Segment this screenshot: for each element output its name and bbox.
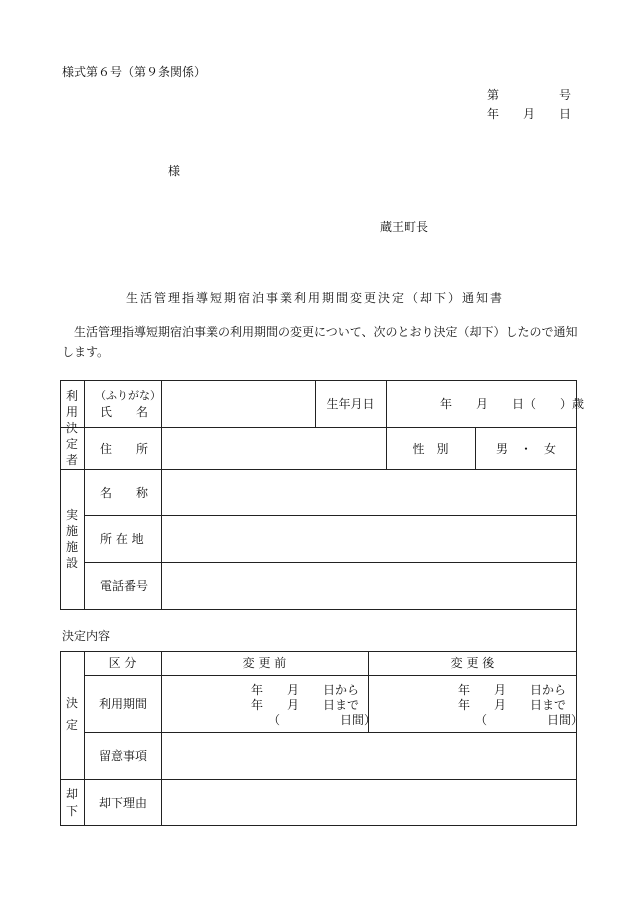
notes-field[interactable] bbox=[162, 733, 577, 779]
facility-phone-label: 電話番号 bbox=[100, 579, 149, 593]
column-divider bbox=[84, 380, 85, 610]
before-period-days[interactable]: （ 日間） bbox=[268, 713, 377, 727]
name-label: 氏 名 bbox=[100, 405, 149, 419]
date-year-label: 年 bbox=[487, 107, 500, 121]
before-change-header: 変 更 前 bbox=[242, 656, 287, 670]
address-label: 住 所 bbox=[100, 442, 149, 456]
facility-group-label: 実 施 施 設 bbox=[65, 508, 78, 570]
sex-options[interactable]: 男 ・ 女 bbox=[495, 442, 556, 456]
row-divider bbox=[84, 675, 577, 676]
rejection-reason-label: 却下理由 bbox=[99, 796, 148, 810]
date-day-label: 日 bbox=[559, 107, 572, 121]
name-field[interactable] bbox=[162, 381, 315, 427]
column-divider bbox=[84, 651, 85, 826]
category-header: 区 分 bbox=[108, 656, 137, 670]
after-period-from[interactable]: 年 月 日から bbox=[458, 683, 567, 697]
document-number-prefix: 第 bbox=[487, 88, 500, 102]
applicant-group-label: 利 用 決 定 者 bbox=[65, 389, 78, 467]
facility-location-label: 所 在 地 bbox=[100, 532, 144, 546]
body-text-line-2: します。 bbox=[62, 345, 110, 359]
dob-value: 年 月 日（ ）歳 bbox=[440, 397, 585, 411]
dob-label: 生年月日 bbox=[326, 397, 375, 411]
date-month-label: 月 bbox=[523, 107, 536, 121]
after-change-header: 変 更 後 bbox=[450, 656, 495, 670]
document-title: 生活管理指導短期宿泊事業利用期間変更決定（却下）通知書 bbox=[125, 291, 504, 305]
form-number: 様式第６号（第９条関係） bbox=[62, 65, 207, 79]
facility-name-field[interactable] bbox=[162, 470, 577, 515]
period-label: 利用期間 bbox=[99, 697, 148, 711]
facility-location-field[interactable] bbox=[162, 516, 577, 562]
facility-name-label: 名 称 bbox=[100, 486, 149, 500]
column-divider bbox=[386, 380, 387, 469]
furigana-label: （ふりがな） bbox=[95, 389, 161, 402]
notes-label: 留意事項 bbox=[99, 749, 148, 763]
document-number-suffix: 号 bbox=[559, 88, 572, 102]
after-period-to[interactable]: 年 月 日まで bbox=[458, 698, 567, 712]
sex-label: 性 別 bbox=[412, 442, 449, 456]
address-field[interactable] bbox=[162, 428, 386, 469]
decision-group-label: 決 定 bbox=[65, 696, 78, 732]
decision-heading: 決定内容 bbox=[62, 629, 111, 643]
before-period-to[interactable]: 年 月 日まで bbox=[251, 698, 360, 712]
rejection-reason-field[interactable] bbox=[162, 780, 577, 826]
rejection-group-label: 却 下 bbox=[65, 787, 78, 818]
before-period-from[interactable]: 年 月 日から bbox=[251, 683, 360, 697]
body-text-line-1: 生活管理指導短期宿泊事業の利用期間の変更について、次のとおり決定（却下）したので通知 bbox=[74, 325, 578, 339]
after-period-days[interactable]: （ 日間） bbox=[475, 713, 584, 727]
issuer-name: 蔵王町長 bbox=[380, 220, 429, 234]
addressee-honorific: 様 bbox=[168, 164, 181, 178]
facility-phone-field[interactable] bbox=[162, 563, 577, 610]
outer-right-border bbox=[576, 609, 577, 652]
